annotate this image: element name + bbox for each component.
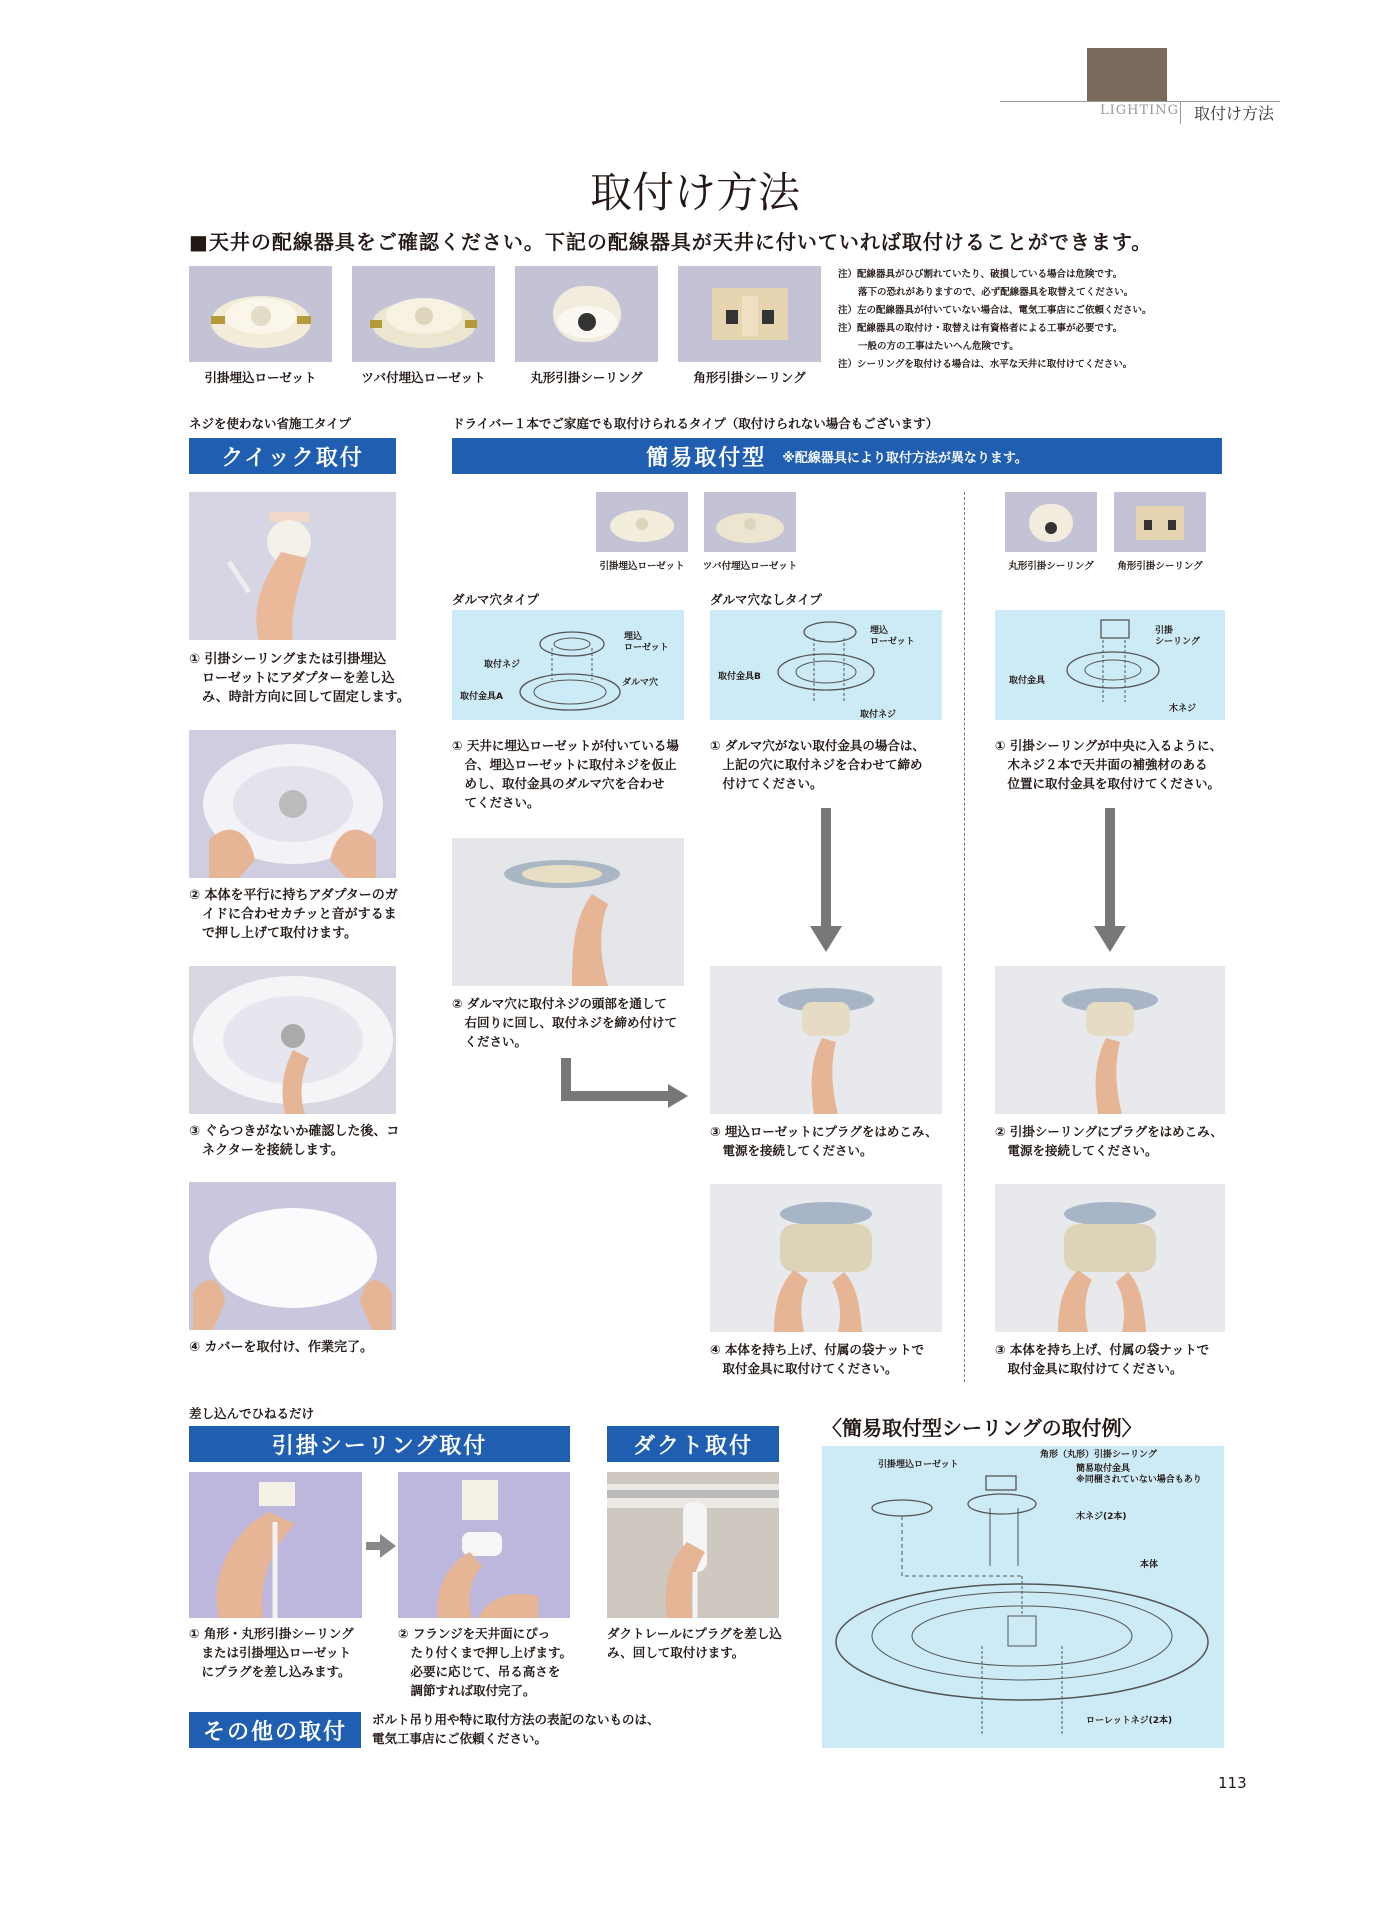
col1-step1-text: ① 天井に埋込ローゼットが付いている場 合、埋込ローゼットに取付ネジを仮止 めし、取付金具のダルマ穴を合わせ てください。 (452, 738, 679, 810)
col3-label-ceiling: 引掛 シーリング (1155, 626, 1200, 647)
page-subtitle: ■天井の配線器具をご確認ください。下記の配線器具が天井に付いていれば取付けることができます。 (189, 230, 1153, 254)
easy-fixture-label: 角形引掛シーリング (1117, 561, 1203, 572)
note-line: 注）シーリングを取付ける場合は、水平な天井に取付けてください。 (838, 359, 1133, 370)
col2-diagram (710, 610, 942, 720)
hook-step1-photo (189, 1472, 362, 1618)
hook-title: 引掛シーリング取付 (271, 1433, 488, 1459)
down-arrow-icon (1094, 808, 1126, 952)
col2-step1-text: ① ダルマ穴がない取付金具の場合は、 上記の穴に取付ネジを合わせて締め 付けてください。 (710, 738, 925, 791)
easy-title-band (452, 438, 1222, 474)
header-section: 取付け方法 (1194, 104, 1275, 123)
example-label-ceiling: 角形（丸形）引掛シーリング (1040, 1450, 1157, 1460)
example-label-rosette: 引掛埋込ローゼット (878, 1460, 959, 1470)
col2-step3-text: ③ 埋込ローゼットにプラグをはめこみ、 電源を接続してください。 (710, 1124, 938, 1158)
easy-title: 簡易取付型 (646, 445, 767, 471)
hook-step2-photo (398, 1472, 570, 1618)
notes-block (838, 266, 1152, 374)
fixture-photo-rosette (189, 266, 332, 362)
col1-step2-text: ② ダルマ穴に取付ネジの頭部を通して 右回りに回し、取付ネジを締め付けて ください。 (452, 996, 678, 1049)
hook-step2-text: ② フランジを天井面にぴっ たり付くまで押し上げます。 必要に応じて、吊る高さを 調節すれば取付完了。 (398, 1626, 573, 1698)
example-title: 〈簡易取付型シーリングの取付例〉 (822, 1416, 1142, 1440)
quick-step3-photo (189, 966, 396, 1114)
example-label-body: 本体 (1140, 1560, 1159, 1570)
fixture-photo-round-ceiling (515, 266, 658, 362)
col3-step3-text: ③ 本体を持ち上げ、付属の袋ナットで 取付金具に取付けてください。 (995, 1342, 1210, 1376)
quick-step4-text: ④ カバーを取付け、作業完了。 (189, 1340, 374, 1355)
easy-fixture-photo-flange (704, 492, 796, 552)
col3-step3-photo (995, 1184, 1225, 1332)
col1-diagram (452, 610, 684, 720)
easy-fixture-photo-square (1114, 492, 1206, 552)
col3-step2-photo (995, 966, 1225, 1114)
duct-title: ダクト取付 (632, 1433, 753, 1459)
col2-label-rosette: 埋込 ローゼット (870, 626, 915, 647)
fixture-label-rosette: 引掛埋込ローゼット (204, 370, 317, 385)
fixture-photo-flange-rosette (352, 266, 495, 362)
note-line: 落下の恐れがありますので、必ず配線器具を取替えてください。 (858, 287, 1134, 298)
col3-step1-text: ① 引掛シーリングが中央に入るように、 木ネジ２本で天井面の補強材のある 位置に取付金具を取付けてください。 (995, 738, 1223, 791)
down-arrow-icon (810, 808, 842, 952)
easy-fixture-photo-rosette (596, 492, 688, 552)
col1-label-screw: 取付ネジ (484, 660, 521, 670)
quick-step2-photo (189, 730, 396, 878)
easy-fixture-photo-round (1005, 492, 1097, 552)
col3-diagram (995, 610, 1225, 720)
col3-step2-text: ② 引掛シーリングにプラグをはめこみ、 電源を接続してください。 (995, 1124, 1223, 1158)
quick-step4-photo (189, 1182, 396, 1330)
hook-title-band (189, 1426, 570, 1462)
column-divider (964, 492, 965, 1382)
other-title-band (189, 1712, 361, 1748)
note-line: 注）左の配線器具が付いていない場合は、電気工事店にご依頼ください。 (838, 305, 1152, 316)
note-line: 注）配線器具がひび割れていたり、破損している場合は危険です。 (838, 269, 1123, 280)
fixture-label-round-ceiling: 丸形引掛シーリング (530, 370, 643, 385)
hook-tagline: 差し込んでひねるだけ (189, 1406, 315, 1421)
note-line: 一般の方の工事はたいへん危険です。 (858, 341, 1019, 352)
easy-note: ※配線器具により取付方法が異なります。 (782, 450, 1028, 466)
col2-label-bracket: 取付金具B (718, 672, 761, 682)
quick-title: クイック取付 (221, 445, 364, 471)
header-tab (1087, 48, 1167, 102)
quick-title-band (189, 438, 396, 474)
duct-photo (607, 1472, 779, 1618)
col2-heading: ダルマ穴なしタイプ (710, 592, 822, 607)
col1-label-rosette: 埋込 ローゼット (624, 632, 669, 653)
col2-label-screw: 取付ネジ (860, 710, 897, 720)
duct-title-band (607, 1426, 779, 1462)
fixture-label-square-ceiling: 角形引掛シーリング (693, 370, 806, 385)
easy-fixture-label: 丸形引掛シーリング (1008, 561, 1094, 572)
next-arrow-icon (366, 1534, 396, 1558)
easy-tagline: ドライバー１本でご家庭でも取付けられるタイプ（取付けられない場合もございます） (452, 416, 939, 431)
page-title: 取付け方法 (589, 168, 800, 217)
quick-step2-text: ② 本体を平行に持ちアダプターのガ イドに合わせカチッと音がするま で押し上げて取付けます。 (189, 888, 398, 941)
quick-step3-text: ③ ぐらつきがないか確認した後、コ ネクターを接続します。 (189, 1124, 400, 1158)
easy-fixture-label: ツバ付埋込ローゼット (702, 561, 798, 572)
page-number: 113 (1218, 1774, 1247, 1792)
example-label-bracket: 簡易取付金具 ※同梱されていない場合もあり (1076, 1464, 1202, 1485)
example-diagram (822, 1446, 1224, 1748)
fixture-photo-square-ceiling (678, 266, 821, 362)
col1-heading: ダルマ穴タイプ (452, 592, 539, 607)
easy-fixture-label: 引掛埋込ローゼット (599, 561, 685, 572)
col1-step2-photo (452, 838, 684, 986)
note-line: 注）配線器具の取付け・取替えは有資格者による工事が必要です。 (838, 323, 1123, 334)
col2-step4-text: ④ 本体を持ち上げ、付属の袋ナットで 取付金具に取付けてください。 (710, 1342, 925, 1376)
header-divider (1180, 102, 1181, 124)
col3-label-bracket: 取付金具 (1009, 676, 1046, 686)
other-title: その他の取付 (202, 1719, 347, 1745)
col2-step4-photo (710, 1184, 942, 1332)
hook-step1-text: ① 角形・丸形引掛シーリング または引掛埋込ローゼット にプラグを差し込みます。 (189, 1626, 354, 1679)
quick-step1-photo (189, 492, 396, 640)
quick-step1-text: ① 引掛シーリングまたは引掛埋込 ローゼットにアダプターを差し込 み、時計方向に回して固定します。 (189, 652, 410, 705)
fixture-label-flange-rosette: ツバ付埋込ローゼット (361, 370, 486, 385)
quick-tagline: ネジを使わない省施工タイプ (189, 416, 351, 431)
col1-label-hole: ダルマ穴 (622, 678, 659, 688)
header-category: LIGHTING (1100, 103, 1180, 118)
other-text: ボルト吊り用や特に取付方法の表記のないものは、 電気工事店にご依頼ください。 (372, 1712, 660, 1746)
duct-step-text: ダクトレールにプラグを差し込 み、回して取付けます。 (607, 1626, 782, 1660)
col2-step3-photo (710, 966, 942, 1114)
l-arrow-icon (560, 1058, 690, 1108)
example-label-wood-screw: 木ネジ(2本) (1076, 1512, 1127, 1522)
col3-label-wood-screw: 木ネジ (1169, 704, 1197, 714)
col1-label-bracket: 取付金具A (460, 692, 503, 702)
example-label-knurled-screw: ローレットネジ(2本) (1086, 1716, 1173, 1726)
